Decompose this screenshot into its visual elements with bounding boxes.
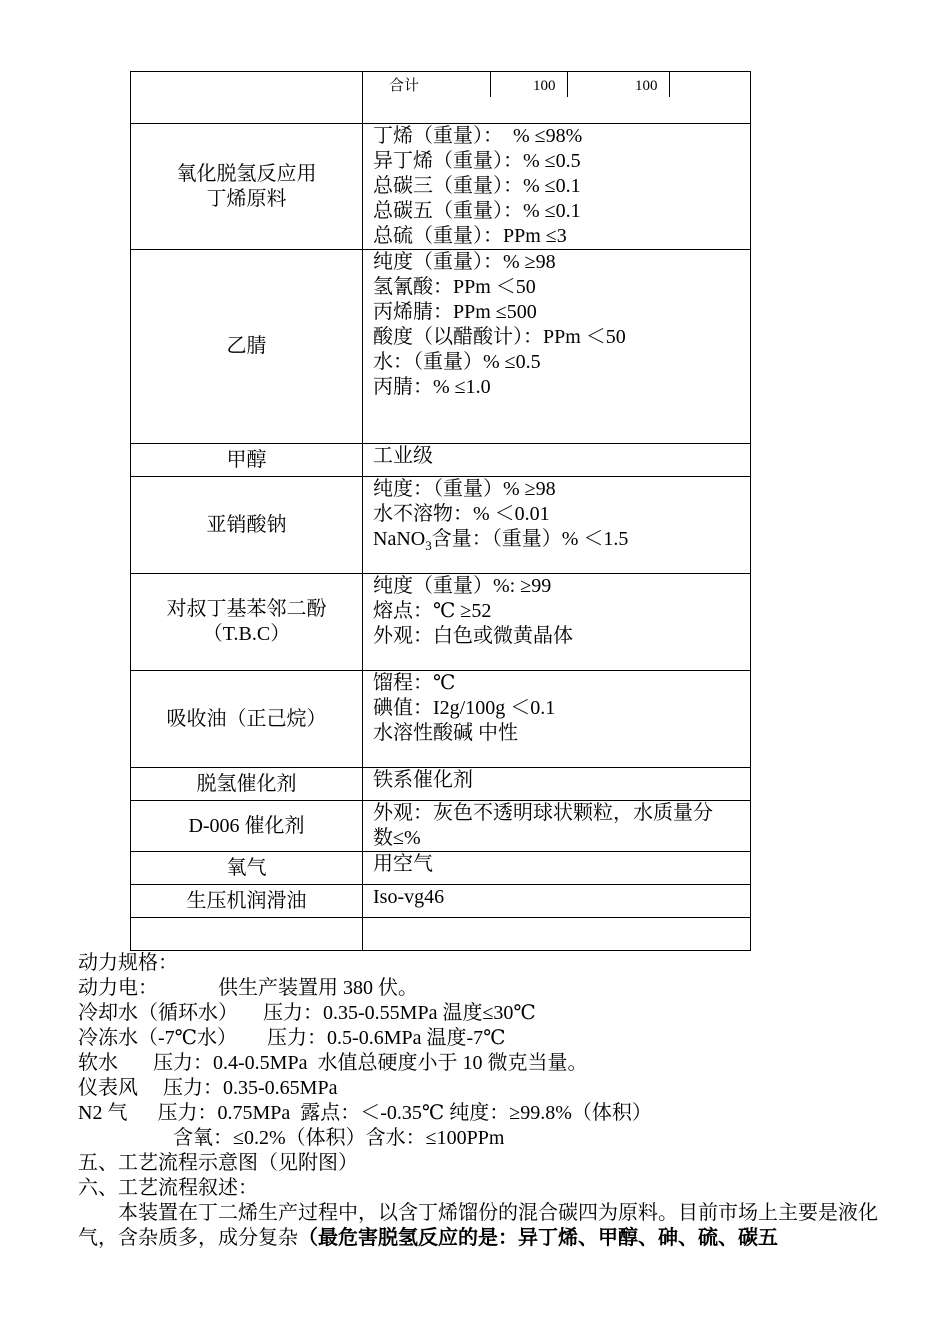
material-spec xyxy=(363,444,751,477)
table-row xyxy=(131,768,751,801)
text-line: 动力电： 供生产装置用 380 伏。 xyxy=(78,977,418,999)
material-spec xyxy=(363,671,751,768)
text-line: 含氧：≤0.2%（体积）含水：≤100PPm xyxy=(78,1127,505,1149)
spec-line: 外观：灰色不透明球状颗粒，水质量分 xyxy=(373,802,713,824)
spec-line: 馏程：℃ xyxy=(373,672,456,694)
spec-line: 数≤% xyxy=(373,827,421,849)
bold-text: （最危害脱氢反应的是：异丁烯、甲醇、砷、硫、碳五 xyxy=(298,1227,778,1249)
table-row xyxy=(131,671,751,768)
spec-line: 丙烯腈：PPm ≤500 xyxy=(373,301,537,323)
material-name xyxy=(131,768,363,801)
spec-line: 丙腈：% ≤1.0 xyxy=(373,376,491,398)
text-line: 冷却水（循环水） 压力：0.35-0.55MPa 温度≤30℃ xyxy=(78,1002,536,1024)
spec-line: 氢氰酸：PPm ＜50 xyxy=(373,276,536,298)
spec-line: 纯度（重量）：% ≥98 xyxy=(373,251,556,273)
table-row xyxy=(131,885,751,918)
name-line: 氧化脱氢反应用 xyxy=(176,162,317,185)
table-row xyxy=(131,574,751,671)
spec-line: 总硫（重量）：PPm ≤3 xyxy=(373,225,567,247)
name-line: 亚销酸钠 xyxy=(206,513,287,536)
table-row xyxy=(131,250,751,444)
spec-line: 用空气 xyxy=(373,853,433,875)
formula-text: NaNO xyxy=(373,528,426,550)
material-spec xyxy=(363,801,751,852)
name-line: （T.B.C） xyxy=(202,623,291,645)
material-spec xyxy=(363,768,751,801)
spec-line xyxy=(373,527,744,558)
material-spec xyxy=(363,250,751,444)
spec-line: 总碳三（重量）：% ≤0.1 xyxy=(373,175,581,197)
material-name xyxy=(131,477,363,574)
spec-line: 丁烯（重量）： % ≤98% xyxy=(373,125,583,147)
divider xyxy=(567,72,568,97)
table-cell xyxy=(131,72,363,124)
material-name xyxy=(131,444,363,477)
name-line: 乙腈 xyxy=(226,335,267,357)
name-line: 生压机润滑油 xyxy=(186,889,307,912)
name-line: 氧气 xyxy=(226,856,267,879)
material-name xyxy=(131,801,363,852)
spec-line: 碘值：I2g/100g ＜0.1 xyxy=(373,697,556,719)
name-line: 丁烯原料 xyxy=(206,187,287,210)
specification-table xyxy=(130,71,751,951)
material-name xyxy=(131,250,363,444)
name-line: 脱氢催化剂 xyxy=(196,772,297,795)
table-row xyxy=(131,852,751,885)
material-name xyxy=(131,574,363,671)
section-heading: 五、工艺流程示意图（见附图） xyxy=(78,1152,358,1174)
spec-line: 工业级 xyxy=(373,445,433,467)
table-row xyxy=(131,801,751,852)
total-cell xyxy=(363,72,751,124)
total-label: 合计 xyxy=(389,78,420,94)
material-name xyxy=(131,124,363,250)
spec-line: 外观：白色或微黄晶体 xyxy=(373,625,573,647)
table-cell xyxy=(363,918,751,951)
divider xyxy=(490,72,491,97)
name-line: D-006 催化剂 xyxy=(188,814,305,837)
spec-line: 铁系催化剂 xyxy=(373,769,473,791)
text-line: N2 气 压力：0.75MPa 露点：＜-0.35℃ 纯度：≥99.8%（体积） xyxy=(78,1102,652,1124)
table-row xyxy=(131,918,751,951)
section-heading: 六、工艺流程叙述： xyxy=(78,1177,258,1199)
material-spec xyxy=(363,477,751,574)
formula-subscript: 3 xyxy=(425,538,432,553)
material-spec xyxy=(363,574,751,671)
table-row xyxy=(131,72,751,124)
name-line: 吸收油（正己烷） xyxy=(166,707,327,730)
spec-line: 异丁烯（重量）：% ≤0.5 xyxy=(373,150,581,172)
name-line: 对叔丁基苯邻二酚 xyxy=(166,598,327,620)
section-heading: 动力规格： xyxy=(78,952,178,974)
spec-line: Iso-vg46 xyxy=(373,886,445,908)
spec-text: 含量：（重量）% ＜1.5 xyxy=(431,528,629,550)
text-line: 软水 压力：0.4-0.5MPa 水值总硬度小于 10 微克当量。 xyxy=(78,1052,588,1074)
material-spec xyxy=(363,124,751,250)
table-cell xyxy=(131,918,363,951)
material-name xyxy=(131,671,363,768)
spec-line: 水：（重量）% ≤0.5 xyxy=(373,351,541,373)
text-line: 冷冻水（-7℃水） 压力：0.5-0.6MPa 温度-7℃ xyxy=(78,1027,506,1049)
material-spec xyxy=(363,885,751,918)
spec-line: 纯度：（重量）% ≥98 xyxy=(373,478,556,500)
material-spec xyxy=(363,852,751,885)
paragraph xyxy=(78,1201,883,1251)
spec-line: 酸度（以醋酸计）：PPm ＜50 xyxy=(373,326,626,348)
table-row xyxy=(131,477,751,574)
spec-line: 熔点：℃ ≥52 xyxy=(373,600,492,622)
divider xyxy=(669,72,670,97)
material-name xyxy=(131,852,363,885)
paragraph-text: 本装置在丁二烯生产过程中，以含丁烯馏份的混合碳四为原料。目前市场上主要是液化气，含杂质多，成分复杂 xyxy=(78,1202,878,1249)
material-name xyxy=(131,885,363,918)
spec-line: 总碳五（重量）：% ≤0.1 xyxy=(373,200,581,222)
spec-line: 水不溶物：% ＜0.01 xyxy=(373,503,550,525)
spec-line: 纯度（重量）%: ≥99 xyxy=(373,575,552,597)
table-row xyxy=(131,444,751,477)
name-line: 甲醇 xyxy=(226,448,267,471)
table-row xyxy=(131,124,751,250)
total-value: 100 xyxy=(635,78,658,94)
text-line: 仪表风 压力：0.35-0.65MPa xyxy=(78,1077,338,1099)
total-value: 100 xyxy=(533,78,556,94)
spec-line: 水溶性酸碱 中性 xyxy=(373,722,518,744)
